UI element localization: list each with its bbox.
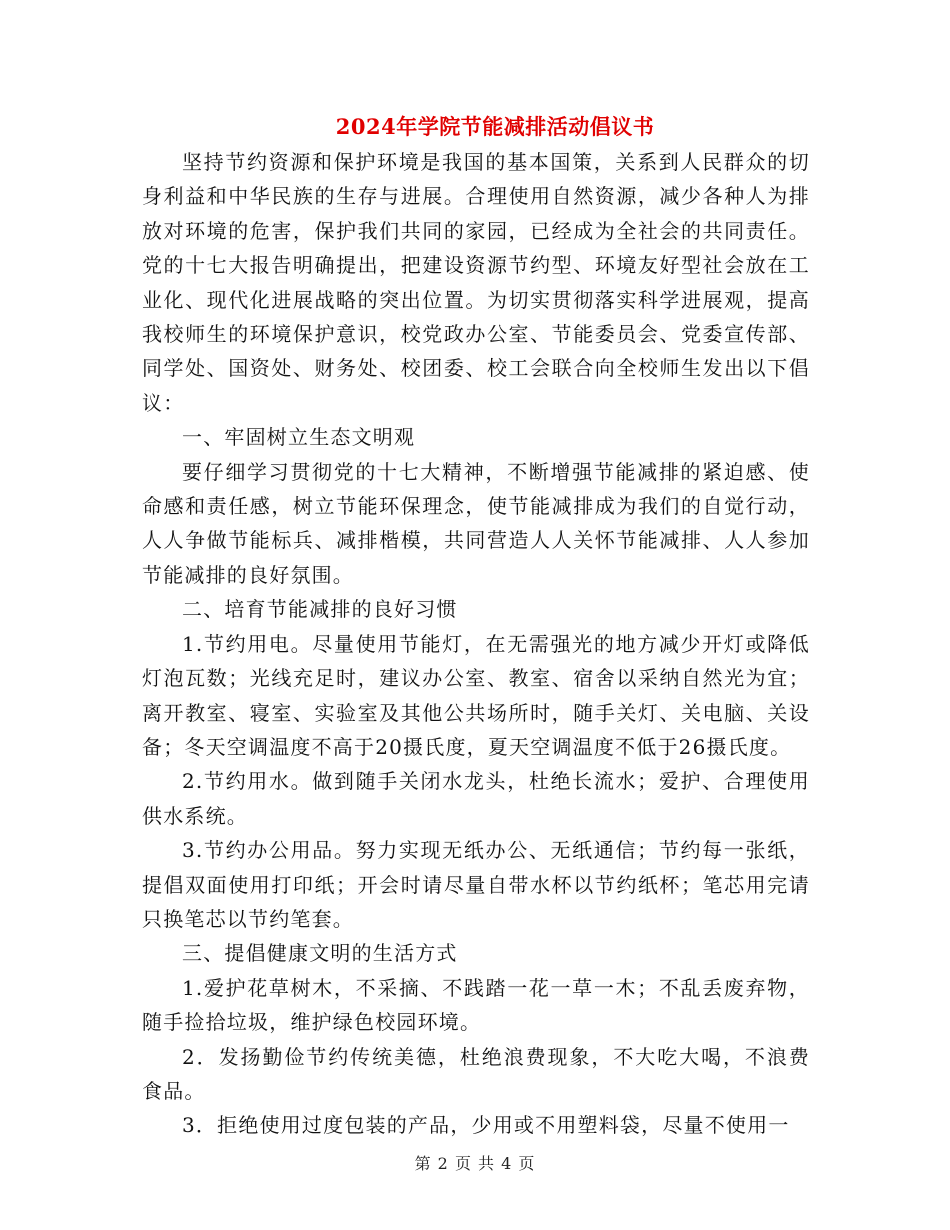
- page-footer: 第 2 页 共 4 页: [414, 1154, 536, 1173]
- section-heading-2: 二、培育节能减排的良好习惯: [182, 597, 458, 622]
- paragraph-intro: 坚持节约资源和保护环境是我国的基本国策，关系到人民群众的切身利益和中华民族的生存与进展。合理使用自然资源，减少各种人为排放对环境的危害，保护我们共同的家园，已经成为全社会的共同责任。党的十七大报告明确提出，把建设资源节约型、环境友好型社会放在工业化、现代化进展战略的突出位置。为切实贯彻落实科学进展观，提高我校师生的环境保护意识，校党政办公室、节能委员会、党委宣传部、同学处、国资处、财务处、校团委、校工会联合向全校师生发出以下倡议：: [142, 150, 810, 415]
- paragraph-save-office-supplies: 3.节约办公用品。努力实现无纸办公、无纸通信；节约每一张纸，提倡双面使用打印纸；开会时请尽量自带水杯以节约纸杯；笔芯用完请只换笔芯以节约笔套。: [142, 838, 810, 931]
- document-body: [142, 145, 810, 1143]
- section-heading-1: 一、牢固树立生态文明观: [182, 425, 416, 450]
- paragraph-thrift: 2．发扬勤俭节约传统美德，杜绝浪费现象，不大吃大喝，不浪费食品。: [142, 1044, 810, 1103]
- paragraph-protect-plants: 1.爱护花草树木，不采摘、不践踏一花一草一木；不乱丢废弃物，随手捡拾垃圾，维护绿色校园环境。: [142, 975, 810, 1035]
- section-heading-3: 三、提倡健康文明的生活方式: [182, 941, 458, 966]
- paragraph-save-electricity: 1.节约用电。尽量使用节能灯，在无需强光的地方减少开灯或降低灯泡瓦数；光线充足时，建议办公室、教室、宿舍以采纳自然光为宜；离开教室、寝室、实验室及其他公共场所时，随手关灯、关电脑、关设备；冬天空调温度不高于20摄氏度，夏天空调温度不低于26摄氏度。: [142, 631, 810, 759]
- paragraph-packaging: 3．拒绝使用过度包装的产品，少用或不用塑料袋，尽量不使用一: [182, 1113, 790, 1138]
- paragraph-section-1: 要仔细学习贯彻党的十七大精神，不断增强节能减排的紧迫感、使命感和责任感，树立节能环保理念，使节能减排成为我们的自觉行动，人人争做节能标兵、减排楷模，共同营造人人关怀节能减排、人人参加节能减排的良好氛围。: [142, 459, 810, 587]
- document-title: 2024年学院节能减排活动倡议书: [335, 114, 655, 139]
- paragraph-save-water: 2.节约用水。做到随手关闭水龙头，杜绝长流水；爱护、合理使用供水系统。: [142, 769, 810, 828]
